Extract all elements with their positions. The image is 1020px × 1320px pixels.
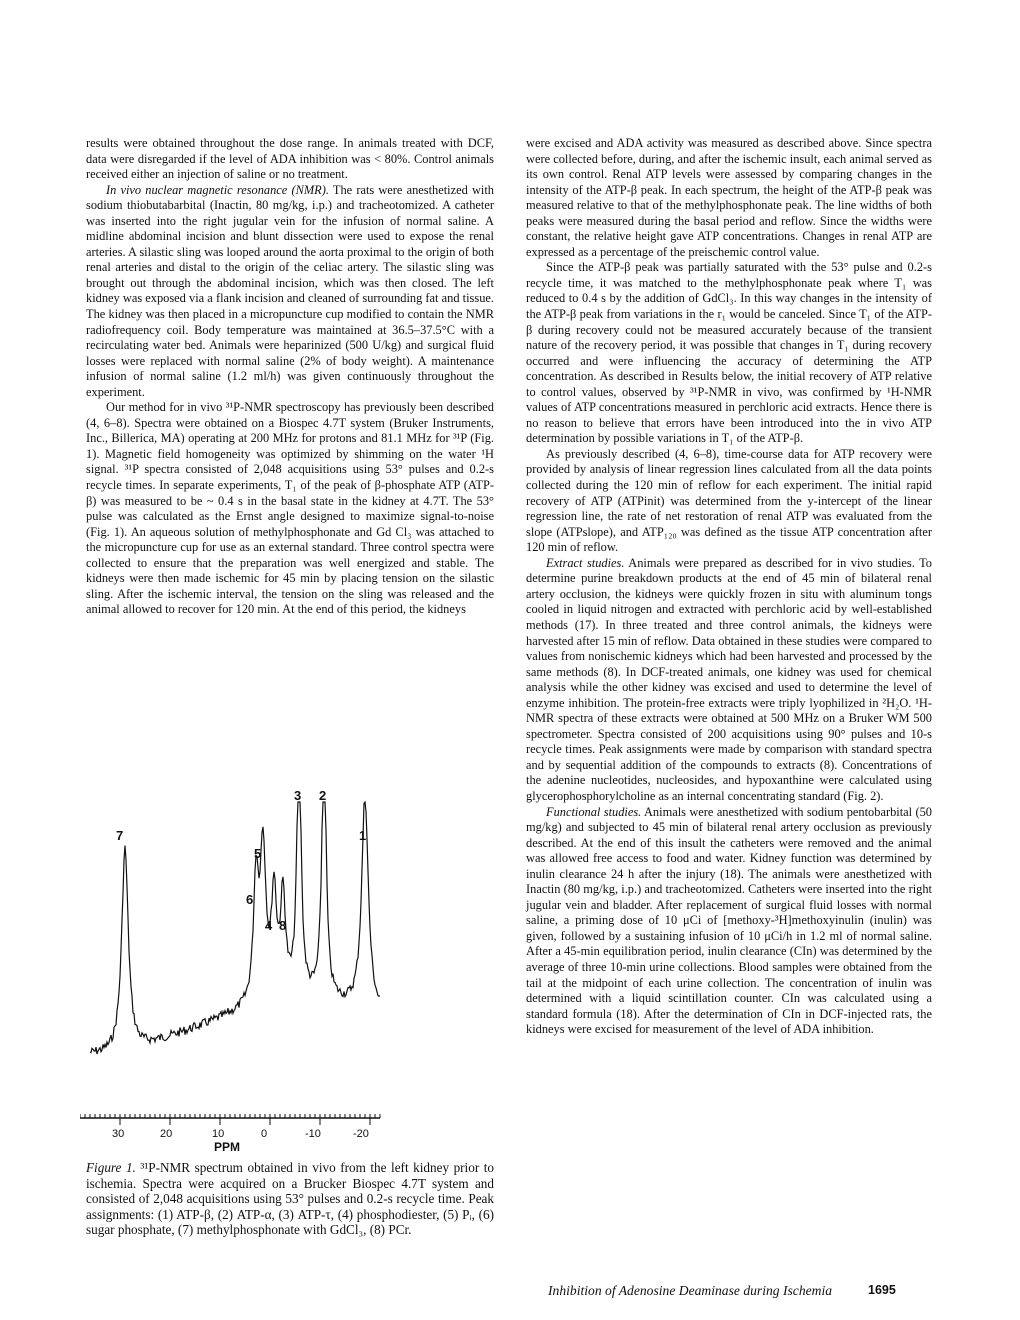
- paragraph: were excised and ADA activity was measured as described above. Since spectra were collected before, during, and after the ischemic insult, each animal served as its own control. Renal ATP levels were assessed by comparing changes in the intensity of the ATP-β peak. In each spectrum, the height of the ATP-β peak was measured relative to that of the methylphosphonate peak. The line widths of both peaks were measured during the basal period and reflow. Since the widths were constant, the relative height gave ATP concentrations. Changes in renal ATP are expressed as a percentage of the preischemic control value.: [526, 136, 932, 259]
- caption-text: ³¹P-NMR spectrum obtained in vivo from the left kidney prior to ischemia. Spectra were acquired on a Brucker Biospec 4.7T system and consisted of 2,048 acquisitions using 53° pulses and 0.2-s recycle time. Peak assignments: (1) ATP-β, (2) ATP-α, (3) ATP-τ, (4) phosphodiester, (5) Pᵢ, (6) sugar phosphate, (7) methylphosphonate with GdCl₃, (8) PCr.: [86, 1160, 495, 1238]
- peak-label-2: 2: [319, 788, 327, 803]
- paragraph-functional: [526, 805, 932, 1038]
- figure-1: [80, 788, 490, 1154]
- x-tick: -20: [353, 1128, 369, 1140]
- peak-label-5: 5: [254, 846, 262, 861]
- x-tick: 30: [112, 1128, 125, 1140]
- peak-label-4: 4: [265, 918, 273, 933]
- spectrum-trace: [90, 802, 380, 1054]
- peak-label-7: 7: [116, 828, 124, 843]
- peak-label-8: 8: [279, 918, 287, 933]
- section-heading: Extract studies.: [546, 555, 625, 570]
- paragraph-text: Animals were anesthetized with sodium pentobarbital (50 mg/kg) and subjected to 45 min of bilateral renal artery occlusion as previously described. At the end of this insult the catheters were removed and the animal was allowed free access to food and water. Kidney function was determined by inulin clearance 24 h after the injury (18). The animals were anesthetized with Inactin (80 mg/kg, i.p.) and tracheotomized. Catheters were inserted into the right jugular vein and bladder. After replacement of surgical fluid losses with normal saline, a priming dose of 10 μCi of [methoxy-³H]methoxyinulin (inulin) was given, followed by a sustaining infusion of 10 μCi/h in 1.2 ml of normal saline. After a 45-min equilibration period, inulin clearance (CIn) was determined by the average of three 10-min urine collections. Blood samples were obtained from the tail at the midpoint of each urine collection. The concentration of inulin was determined with a liquid scintillation counter. CIn was calculated using a standard formula (18). After the determination of CIn in DCF-injected rats, the kidneys were excised for measurement of the level of ADA inhibition.: [526, 804, 932, 1037]
- x-tick: -10: [305, 1128, 321, 1140]
- paragraph-text: Animals were prepared as described for in vivo studies. To determine purine breakdown products at the end of 45 min of bilateral renal artery occlusion, the kidneys were quickly frozen in situ with aluminum tongs cooled in liquid nitrogen and extracted with perchloric acid by well-established methods (17). In three treated and three control animals, the kidneys were harvested after 15 min of reflow. Data obtained in these studies were compared to values from nonischemic kidneys which had been harvested and processed by the same methods (8). In DCF-treated animals, one kidney was used for chemical analysis while the other kidney was excised and used to determine the level of enzyme inhibition. The protein-free extracts were triply lyophilized in ²H₂O. ¹H-NMR spectra of these extracts were obtained at 500 MHz on a Bruker WM 500 spectrometer. Spectra consisted of 200 acquisitions using 90° pulses and 10-s recycle times. Peak assignments were made by comparison with standard spectra and by sequential addition of the compounds to extracts (8). Concentrations of the adenine nucleotides, nucleosides, and hypoxanthine were calculated using glycerophosphorylcholine as an internal concentrating standard (Fig. 2).: [526, 555, 932, 803]
- paragraph-text: The rats were anesthetized with sodium thiobutabarbital (Inactin, 80 mg/kg, i.p.) and tracheotomized. A catheter was inserted into the right jugular vein for the infusion of normal saline. A midline abdominal incision and blunt dissection were used to expose the renal arteries. A silastic sling was looped around the aorta proximal to the origin of both renal arteries and distal to the origin of the celiac artery. The silastic sling was brought out through the abdominal incision, which was then closed. The left kidney was exposed via a flank incision and cleaned of surrounding fat and tissue. The kidney was then placed in a micropuncture cup modified to contain the NMR radiofrequency coil. Body temperature was maintained at 36.5–37.5°C with a recirculating water bed. Animals were heparinized (500 U/kg) and surgical fluid losses were replaced with normal saline (2% of body weight). A maintenance infusion of normal saline (1.2 ml/h) was given continuously throughout the experiment.: [86, 182, 494, 399]
- page-number: 1695: [868, 1283, 896, 1297]
- running-title: Inhibition of Adenosine Deaminase during Ischemia: [548, 1283, 833, 1298]
- nmr-spectrum-plot: [80, 790, 490, 1150]
- paragraph: As previously described (4, 6–8), time-course data for ATP recovery were provided by analysis of linear regression lines calculated from all the data points collected during the 120 min of reflow for each experiment. The initial rapid recovery of ATP (ATPinit) was determined from the y-intercept of the linear regression line, the rate of net restoration of renal ATP was evaluated from the slope (ATPslope), and ATP₁₂₀ was defined as the tissue ATP concentration after 120 min of reflow.: [526, 446, 932, 555]
- peak-label-1: 1: [359, 828, 367, 843]
- section-heading: Functional studies.: [546, 804, 642, 819]
- paragraph-extract: [526, 556, 932, 805]
- paragraph: Our method for in vivo ³¹P-NMR spectroscopy has previously been described (4, 6–8). Spectra were obtained on a Biospec 4.7T system (Bruker Instruments, Inc., Billerica, MA) operating at 200 MHz for protons and 81.1 MHz for ³¹P (Fig. 1). Magnetic field homogeneity was optimized by shimming on the water ¹H signal. ³¹P spectra consisted of 2,048 acquisitions using 53° pulses and 0.2-s recycle times. In separate experiments, T₁ of the peak of β-phosphate ATP (ATP-β) was measured to be ~ 0.4 s in the basal state in the kidney at 4.7T. The 53° pulse was calculated as the Ernst angle designed to maximize signal-to-noise (Fig. 1). An aqueous solution of methylphosphonate and Gd Cl₃ was attached to the micropuncture cup for use as an external standard. Three control spectra were collected to ensure that the preparation was well energized and stable. The kidneys were then made ischemic for 45 min by placing tension on the silastic sling. After the ischemic interval, the tension on the sling was released and the animal allowed to recover for 120 min. At the end of this period, the kidneys: [86, 400, 494, 617]
- x-tick: 10: [212, 1128, 225, 1140]
- right-column: [526, 136, 932, 1038]
- page-footer: [548, 1283, 908, 1299]
- x-axis-unit: PPM: [214, 1140, 241, 1154]
- caption-label: Figure 1.: [86, 1160, 136, 1175]
- peak-label-6: 6: [246, 892, 254, 907]
- x-tick: 20: [160, 1128, 173, 1140]
- paragraph: Since the ATP-β peak was partially saturated with the 53° pulse and 0.2-s recycle time, it was matched to the methylphosphonate peak where T₁ was reduced to 0.4 s by the addition of GdCl₃. In this way changes in the intensity of the ATP-β peak from variations in the r₁ would be canceled. Since T₁ of the ATP-β during recovery could not be measured accurately because of the transient nature of the recovery period, it was possible that changes in T₁ during recovery occurred and were influencing the accuracy of determining the ATP concentration. As described in Results below, the initial recovery of ATP relative to control values, observed by ³¹P-NMR in vivo, was confirmed by ¹H-NMR values of ATP concentrations measured in perchloric acid extracts. Hence there is no reason to believe that errors have been introduced into the in vivo ATP determination by possible variations in T₁ of the ATP-β.: [526, 260, 932, 446]
- figure-caption: [86, 1160, 494, 1238]
- section-heading: In vivo nuclear magnetic resonance (NMR).: [106, 182, 329, 197]
- left-column: [86, 136, 494, 618]
- peak-label-3: 3: [294, 788, 302, 803]
- x-tick: 0: [261, 1128, 268, 1140]
- paragraph-nmr: [86, 183, 494, 401]
- paragraph: results were obtained throughout the dose range. In animals treated with DCF, data were disregarded if the level of ADA inhibition was < 80%. Control animals received either an injection of saline or no treatment.: [86, 136, 494, 182]
